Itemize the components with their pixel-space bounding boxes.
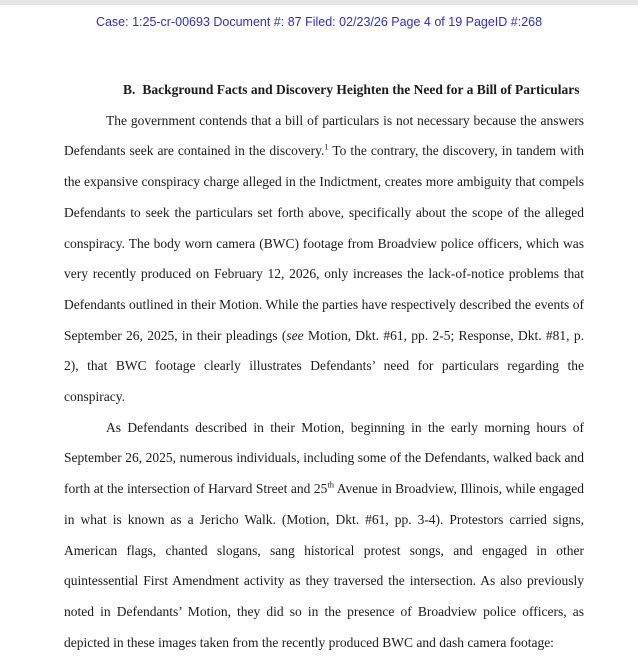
document-paragraphs bbox=[64, 106, 584, 659]
document-page bbox=[64, 75, 584, 658]
italic-run: see bbox=[286, 327, 304, 343]
text-run: To the contrary, the discovery, in tandem with the expansive conspiracy charge alleged in the Indictment, creates more ambiguity that compels Defendants to seek the particulars set forth above, specifically about the scope of the alleged conspiracy. The body worn camera (BWC) footage from Broadview police officers, which was very recently produced on February 12, 2026, only increases the lack-of-notice problems that Defendants outlined in their Motion. While the parties have respectively described the events of September 26, 2025, in their pleadings ( bbox=[64, 143, 584, 343]
paragraph bbox=[64, 106, 584, 413]
case-stamp-header: Case: 1:25-cr-00693 Document #: 87 Filed: 02/23/26 Page 4 of 19 PageID #:268 bbox=[95, 15, 543, 29]
section-heading bbox=[64, 75, 584, 106]
text-run: Motion, Dkt. #61, pp. 2-5; Response, Dkt. #81, p. 2), that BWC footage clearly illustrates Defendants’ need for particulars regarding the conspiracy. bbox=[64, 327, 584, 405]
paragraph bbox=[64, 413, 584, 659]
text-run: As Defendants described in their Motion, beginning in the early morning hours of September 26, 2025, numerous individuals, including some of the Defendants, walked back and forth at the intersection of Harvard Street and 25 bbox=[64, 419, 584, 497]
viewer-top-bar bbox=[0, 0, 638, 5]
section-heading-title: Background Facts and Discovery Heighten the Need for a Bill of Particulars bbox=[142, 82, 580, 97]
superscript-run: 1 bbox=[324, 141, 329, 152]
superscript-run: th bbox=[327, 479, 334, 490]
text-run: The government contends that a bill of particulars is not necessary because the answers Defendants seek are contained in the discovery. bbox=[64, 112, 584, 159]
text-run: Avenue in Broadview, Illinois, while engaged in what is known as a Jericho Walk. (Motion, Dkt. #61, pp. 3-4). Protestors carried signs, American flags, chanted slogans, sang historical protest songs, and engaged in other quintessential First Amendment activity as they traversed the intersection. As also previously noted in Defendants’ Motion, they did so in the presence of Broadview police officers, as depicted in these images taken from the recently produced BWC and dash camera footage: bbox=[64, 481, 584, 650]
section-heading-numeral: B. bbox=[123, 82, 136, 97]
